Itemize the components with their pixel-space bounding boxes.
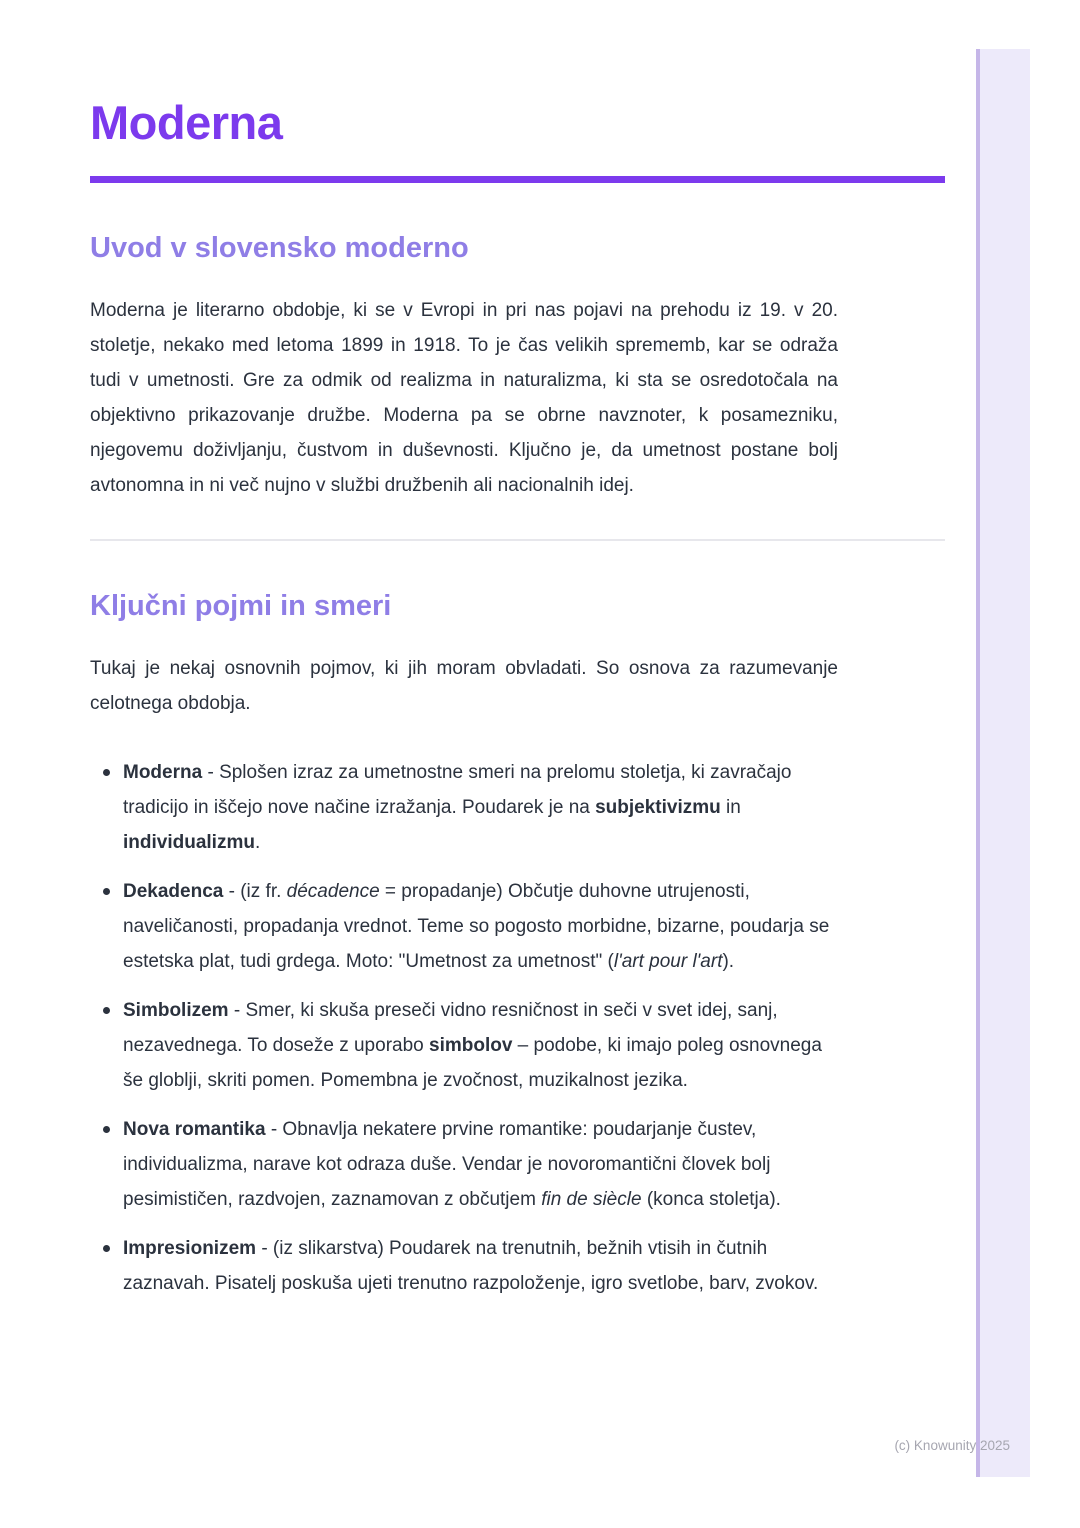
- term-text: = propadanje) Občutje duhovne utrujenosti, naveličanosti, propadanja vrednot. Teme so pogosto morbidne, bizarne, poudarja se estetska plat, tudi grdega. Moto: "Umetnost za umetnost" (: [123, 880, 830, 972]
- key-term-item: [90, 1231, 838, 1301]
- document-content: [90, 0, 945, 1315]
- section-intro: [90, 233, 945, 503]
- term-text: (konca stoletja).: [641, 1188, 781, 1210]
- section-heading-intro: Uvod v slovensko moderno: [90, 232, 469, 265]
- term-text: - Obnavlja nekatere prvine romantike: poudarjanje čustev, individualizma, narave kot odraza duše. Vendar je novoromantični človek bolj pesimističen, razdvojen, zaznamovan z občutjem: [123, 1118, 771, 1210]
- term-label: simbolov: [429, 1034, 513, 1056]
- term-label: Dekadenca: [123, 880, 224, 902]
- term-label: individualizmu: [123, 831, 255, 853]
- term-text: - Smer, ki skuša preseči vidno resničnost in seči v svet idej, sanj, nezavednega. To doseže z uporabo: [123, 999, 778, 1056]
- term-label: Moderna: [123, 761, 203, 783]
- term-text: .: [254, 831, 261, 853]
- key-term-item: [90, 993, 838, 1098]
- copyright-footer: (c) Knowunity 2025: [894, 1438, 1010, 1453]
- right-margin-strip: [976, 49, 1030, 1477]
- term-text: – podobe, ki imajo poleg osnovnega še globlji, skriti pomen. Pomembna je zvočnost, muzikalnost jezika.: [123, 1034, 822, 1091]
- key-term-item: [90, 1112, 838, 1217]
- term-label: Simbolizem: [123, 999, 229, 1021]
- term-foreign-phrase: décadence: [286, 880, 380, 902]
- term-text: - (iz fr.: [223, 880, 287, 902]
- title-accent-rule: [90, 176, 945, 183]
- term-foreign-phrase: l'art pour l'art: [613, 950, 723, 972]
- key-terms-list: [90, 755, 838, 1301]
- term-label: subjektivizmu: [595, 796, 721, 818]
- section-heading-key-terms: Ključni pojmi in smeri: [90, 589, 392, 622]
- section-divider: [90, 539, 945, 541]
- key-term-item: [90, 874, 838, 979]
- page-title: Moderna: [90, 96, 283, 149]
- term-label: Impresionizem: [123, 1237, 257, 1259]
- term-text: in: [720, 796, 741, 818]
- term-label: Nova romantika: [123, 1118, 266, 1140]
- term-foreign-phrase: fin de siècle: [541, 1188, 642, 1210]
- term-text: - Splošen izraz za umetnostne smeri na prelomu stoletja, ki zavračajo tradicijo in iščejo nove načine izražanja. Poudarek je na: [123, 761, 792, 818]
- intro-paragraph: Moderna je literarno obdobje, ki se v Evropi in pri nas pojavi na prehodu iz 19. v 20. stoletje, nekako med letoma 1899 in 1918. To je čas velikih sprememb, kar se odraža tudi v umetnosti. Gre za odmik od realizma in naturalizma, ki sta se osredotočala na objektivno prikazovanje družbe. Moderna pa se obrne navznoter, k posamezniku, njegovemu doživljanju, čustvom in duševnosti. Ključno je, da umetnost postane bolj avtonomna in ni več nujno v službi družbenih ali nacionalnih idej.: [90, 299, 838, 496]
- section-key-terms: [90, 591, 945, 1301]
- term-text: - (iz slikarstva) Poudarek na trenutnih, bežnih vtisih in čutnih zaznavah. Pisatelj poskuša ujeti trenutno razpoloženje, igro svetlobe, barv, zvokov.: [123, 1237, 819, 1294]
- term-text: ).: [722, 950, 735, 972]
- key-terms-paragraph: Tukaj je nekaj osnovnih pojmov, ki jih moram obvladati. So osnova za razumevanje celotnega obdobja.: [90, 657, 838, 714]
- key-term-item: [90, 755, 838, 860]
